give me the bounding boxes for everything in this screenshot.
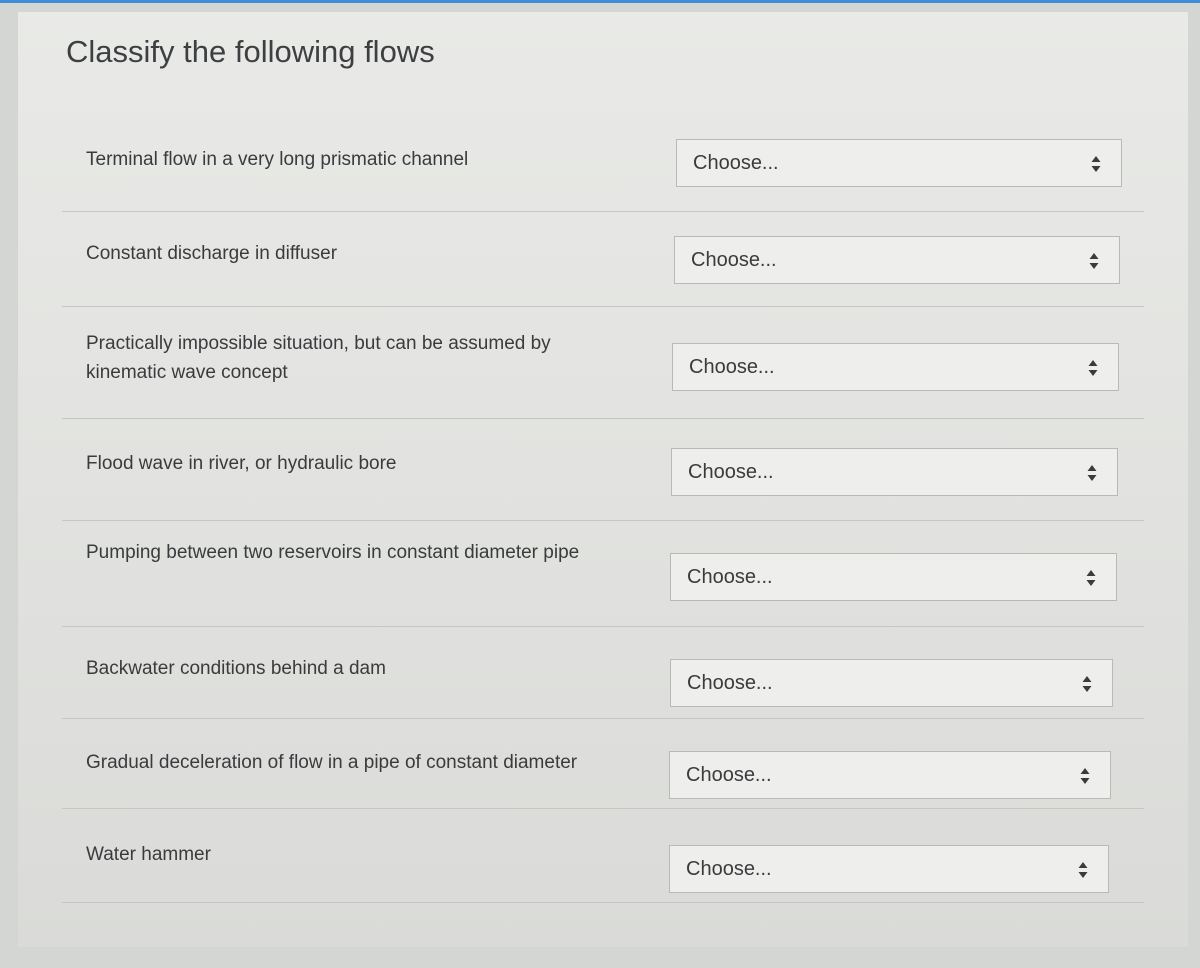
dropdown-value: Choose... <box>691 249 777 271</box>
question-prompt: Pumping between two reservoirs in constant diameter pipe <box>86 542 580 563</box>
answer-dropdown-2[interactable] <box>674 236 1120 284</box>
question-prompt: Backwater conditions behind a dam <box>86 658 386 679</box>
up-down-arrows-icon <box>1089 252 1099 270</box>
up-down-arrows-icon <box>1086 569 1096 587</box>
up-down-arrows-icon <box>1082 675 1092 693</box>
up-down-arrows-icon <box>1078 861 1088 879</box>
question-prompt: Practically impossible situation, but can be assumed by kinematic wave concept <box>86 333 551 383</box>
answer-dropdown-7[interactable] <box>669 751 1111 799</box>
up-down-arrows-icon <box>1091 155 1101 173</box>
dropdown-value: Choose... <box>689 356 775 378</box>
answer-dropdown-1[interactable] <box>676 139 1122 187</box>
answer-dropdown-6[interactable] <box>670 659 1113 707</box>
question-prompt: Flood wave in river, or hydraulic bore <box>86 453 397 474</box>
dropdown-value: Choose... <box>687 566 773 588</box>
dropdown-value: Choose... <box>687 672 773 694</box>
up-down-arrows-icon <box>1080 767 1090 785</box>
answer-dropdown-8[interactable] <box>669 845 1109 893</box>
question-prompt: Water hammer <box>86 844 211 865</box>
dropdown-value: Choose... <box>688 461 774 483</box>
question-prompt: Constant discharge in diffuser <box>86 243 338 264</box>
up-down-arrows-icon <box>1088 359 1098 377</box>
answer-dropdown-3[interactable] <box>672 343 1119 391</box>
question-prompt: Terminal flow in a very long prismatic channel <box>86 149 469 170</box>
dropdown-value: Choose... <box>693 152 779 174</box>
top-accent-bar <box>0 0 1200 3</box>
up-down-arrows-icon <box>1087 464 1097 482</box>
dropdown-value: Choose... <box>686 858 772 880</box>
question-prompt: Gradual deceleration of flow in a pipe of constant diameter <box>86 752 578 773</box>
page-title: Classify the following flows <box>66 34 435 69</box>
answer-dropdown-5[interactable] <box>670 553 1117 601</box>
answer-dropdown-4[interactable] <box>671 448 1118 496</box>
dropdown-value: Choose... <box>686 764 772 786</box>
